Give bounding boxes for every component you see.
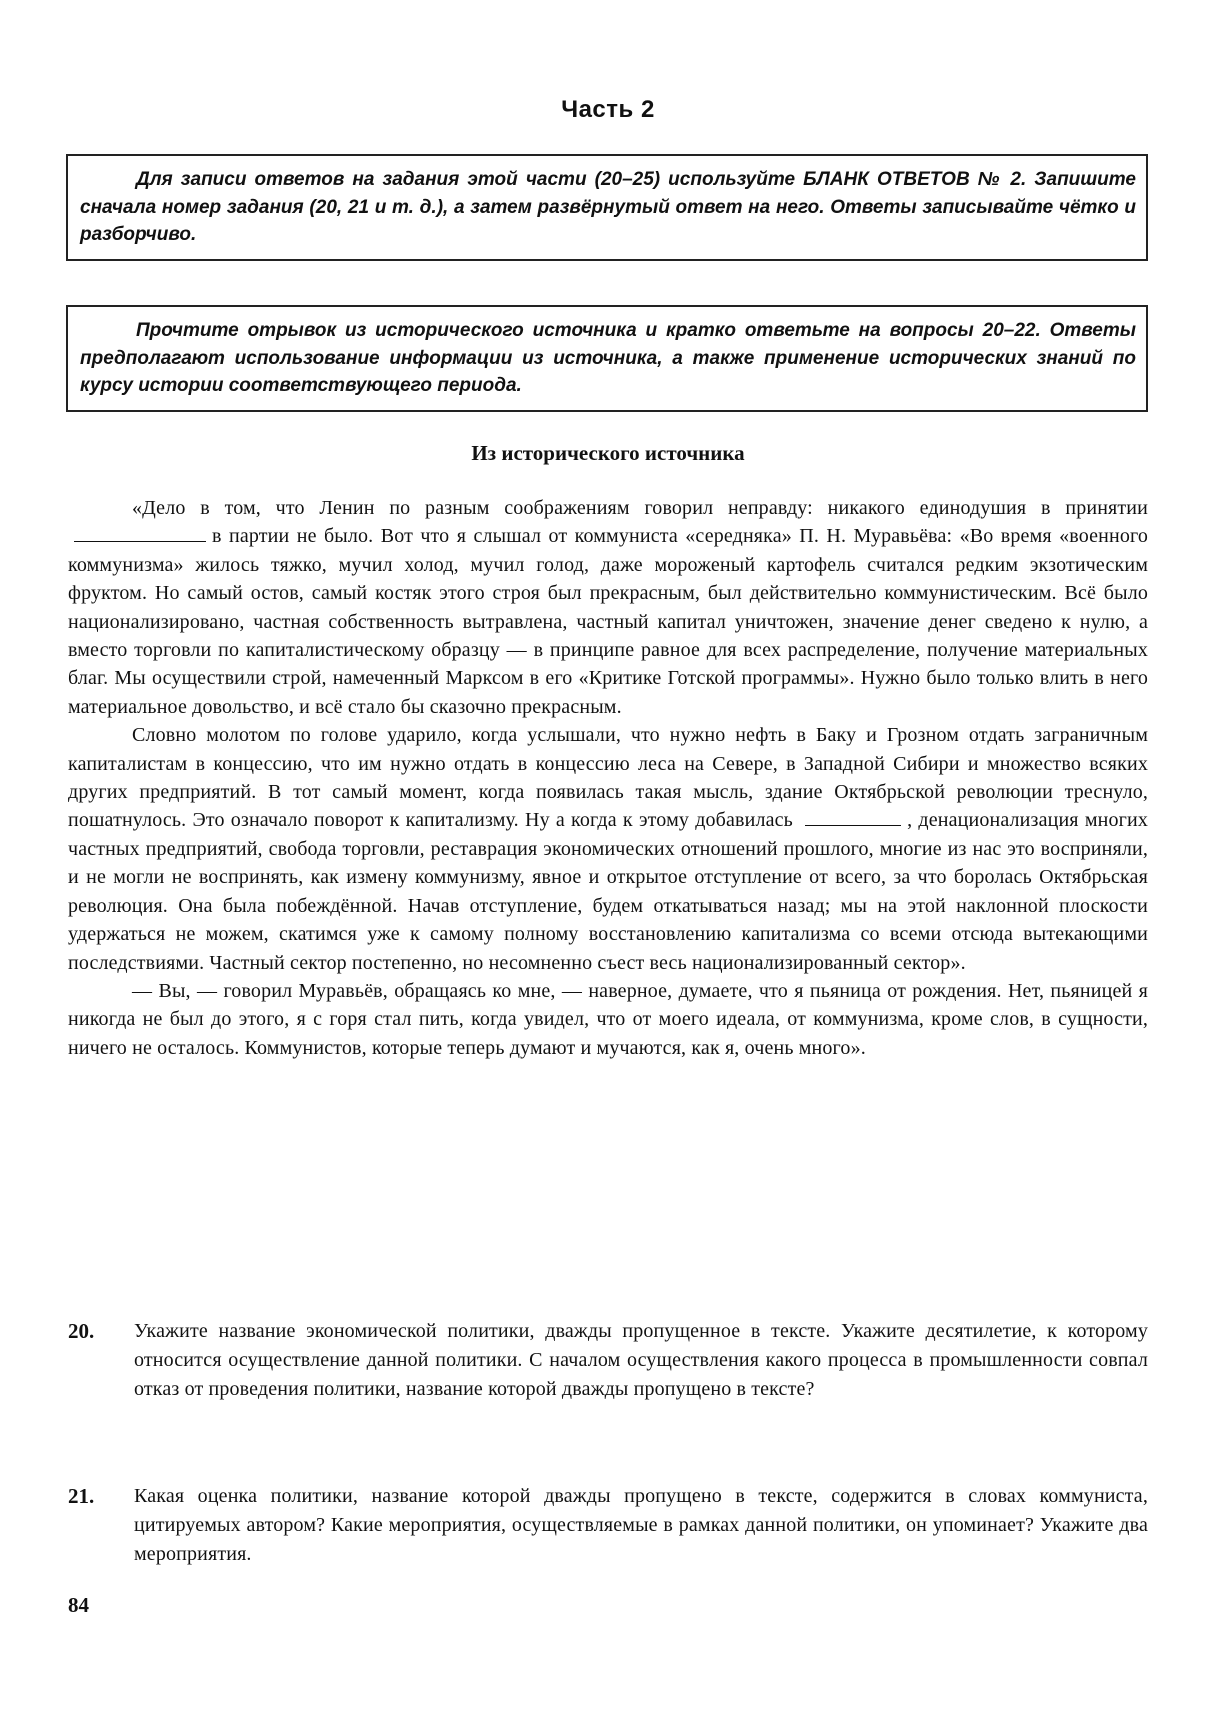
source-paragraph-2-end: , денационализация многих частных предприятий, свобода торговли, реставрация экономических отношений прошлого, многие из нас это восприняли, и не могли не воспринять, как измену коммунизму, явное и открытое отступление от всего, за что боролась Октябрьская революция. Она была побеждённой. Начав отступление, будем откатываться назад; мы на этой наклонной плоскости удержаться не можем, скатимся уже к самому полному восстановлению капитализма со всеми отсюда вытекающими последствиями. Частный сектор постепенно, но несомненно съест весь национализированный сектор». [68, 809, 1148, 974]
source-paragraph-2-start: Словно молотом по голове ударило, когда услышали, что нужно нефть в Баку и Грозном отдать заграничным капиталистам в концессию, что им нужно отдать в концессию леса на Севере, в Западной Сибири и множество всяких других предприятий. В тот самый момент, когда появилась такая мысль, здание Октябрьской революции треснуло, пошатнулось. Это означало поворот к капитализму. Ну а когда к этому добавилась [68, 724, 1148, 832]
answer-instructions-box [66, 154, 1148, 261]
source-paragraph-1-start: «Дело в том, что Ленин по разным соображениям говорил неправду: никакого единодушия в принятии [132, 497, 1148, 519]
page-number: 84 [68, 1593, 89, 1617]
question-20 [68, 1317, 1148, 1404]
answer-instructions-text: Для записи ответов на задания этой части (20–25) используйте БЛАНК ОТВЕТОВ № 2. Запишите сначала номер задания (20, 21 и т. д.), а затем развёрнутый ответ на него. Ответы записывайте чётко и разборчиво. [80, 169, 1136, 245]
question-text: Какая оценка политики, название которой дважды пропущено в тексте, содержится в словах коммуниста, цитируемых автором? Какие мероприятия, осуществляемые в рамках данной политики, он упоминает? Укажите два мероприятия. [134, 1485, 1148, 1565]
source-paragraph-2 [68, 721, 1148, 977]
source-paragraph-3: — Вы, — говорил Муравьёв, обращаясь ко мне, — наверное, думаете, что я пьяница от рождения. Нет, пьяницей я никогда не был до этого, я с горя стал пить, когда увидел, что от моего идеала, от коммунизма, кроме слов, в сущности, ничего не осталось. Коммунистов, которые теперь думают и мучаются, как я, очень много». [68, 979, 1148, 1059]
question-21 [68, 1482, 1148, 1569]
question-text: Укажите название экономической политики, дважды пропущенное в тексте. Укажите десятилетие, к которому относится осуществление данной политики. С началом осуществления какого процесса в промышленности совпал отказ от проведения политики, название которой дважды пропущено в тексте? [134, 1320, 1148, 1400]
blank-gap-1 [74, 523, 206, 542]
question-number: 20. [68, 1319, 95, 1343]
reading-instructions-box [66, 305, 1148, 412]
blank-gap-2 [805, 807, 901, 826]
question-number: 21. [68, 1484, 95, 1508]
source-paragraph-1 [68, 494, 1148, 721]
source-title: Из исторического источника [471, 441, 745, 465]
source-paragraph-1-end: в партии не было. Вот что я слышал от коммуниста «середняка» П. Н. Муравьёва: «Во время «военного коммунизма» жилось тяжко, мучил холод, мучил голод, даже мороженый картофель считался редким экзотическим фруктом. Но самый остов, самый костяк этого строя был прекрасным, был действительно коммунистическим. Всё было национализировано, частная собственность вытравлена, частный капитал уничтожен, значение денег сведено к нулю, а вместо торговли по капиталистическому образцу — в принципе равное для всех распределение, получение материальных благ. Мы осуществили строй, намеченный Марксом в его «Критике Готской программы». Нужно было только влить в него материальное довольство, и всё стало бы сказочно прекрасным. [68, 525, 1148, 718]
reading-instructions-text: Прочтите отрывок из исторического источника и кратко ответьте на вопросы 20–22. Ответы предполагают использование информации из источника, а также применение исторических знаний по курсу истории соответствующего периода. [80, 320, 1136, 396]
part-title: Часть 2 [561, 96, 655, 123]
source-excerpt [68, 494, 1148, 1062]
